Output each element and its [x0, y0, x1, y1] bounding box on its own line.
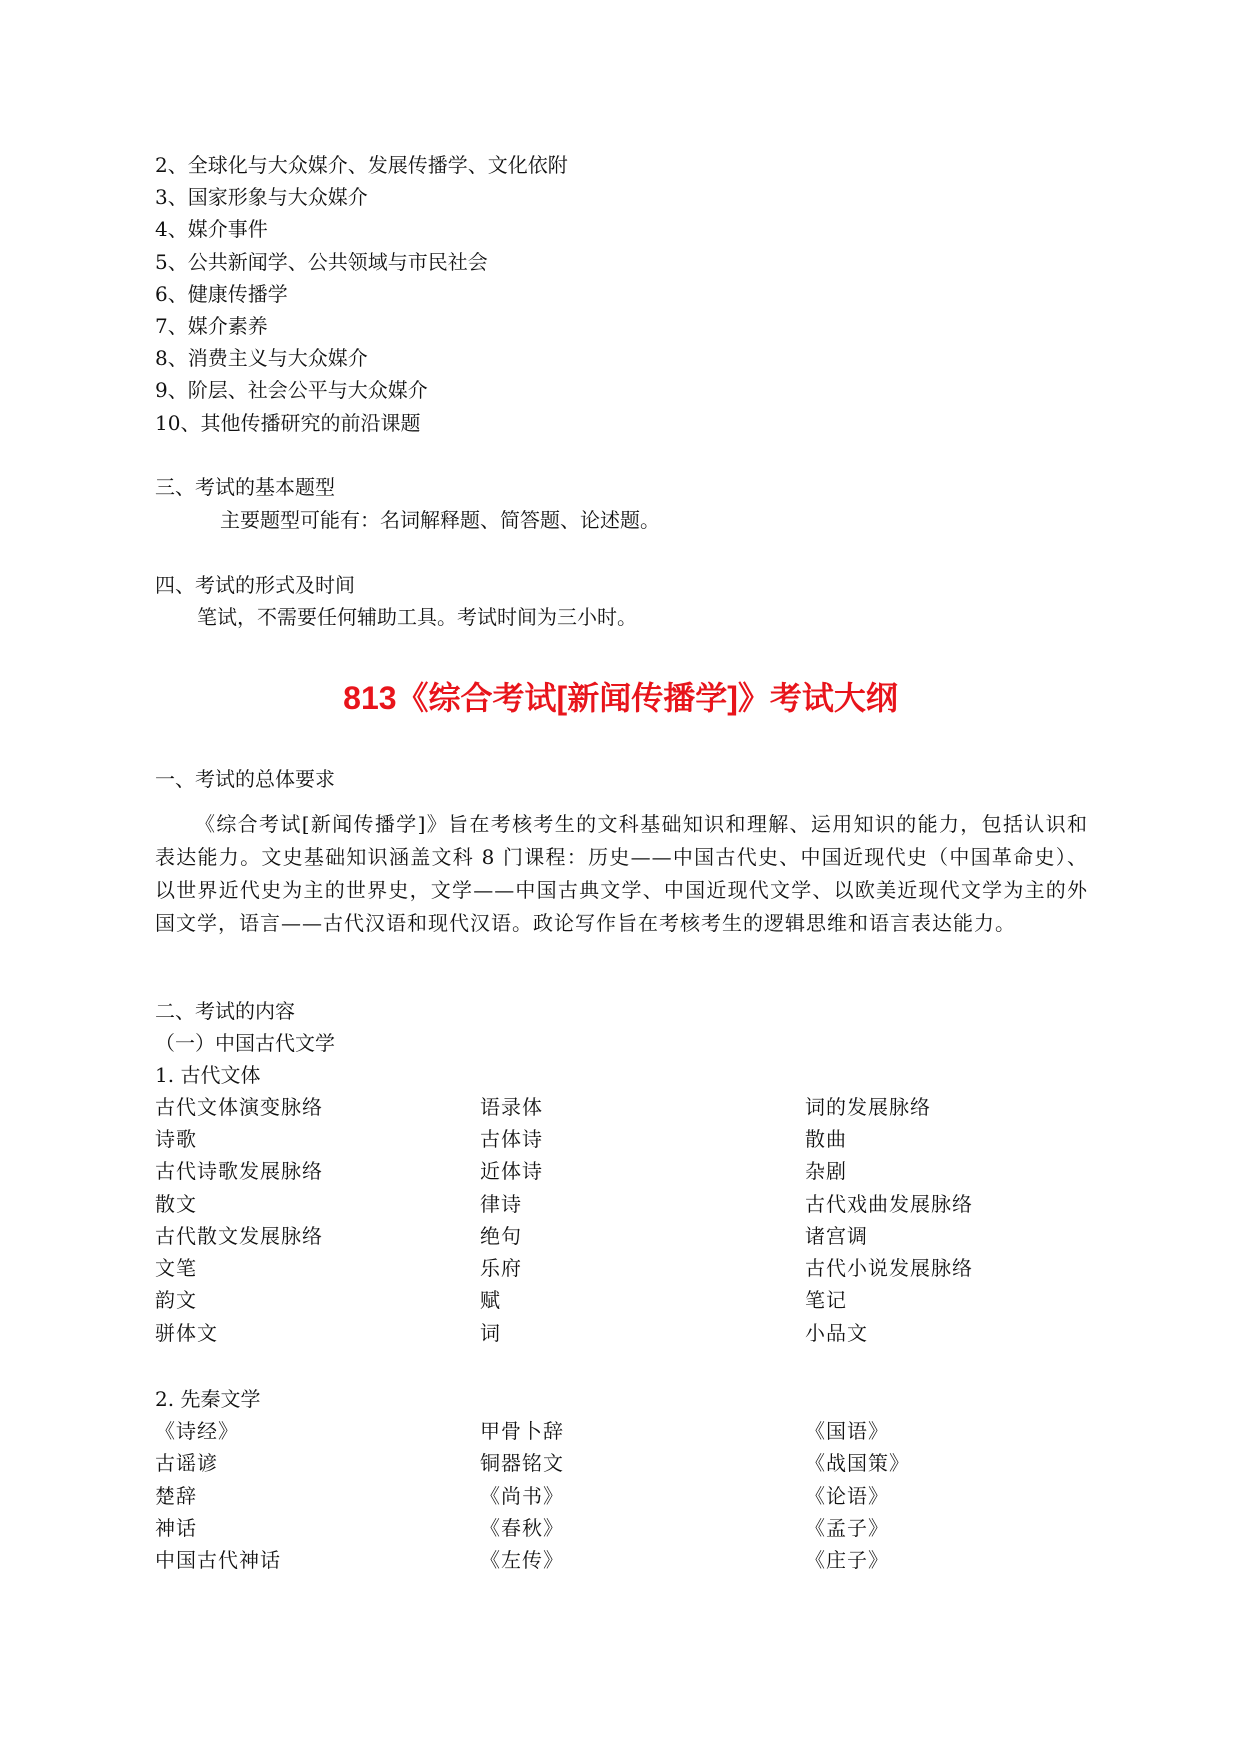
section-heading: 四、考试的形式及时间 — [155, 573, 355, 597]
grid-cell: 楚辞 — [155, 1484, 197, 1508]
grid-cell: 律诗 — [480, 1192, 522, 1216]
grid-cell: 骈体文 — [155, 1321, 218, 1345]
grid-cell: 古代戏曲发展脉络 — [805, 1192, 973, 1216]
grid-row — [155, 1158, 1095, 1191]
grid-cell: 笔记 — [805, 1288, 847, 1312]
topic-item: 7、媒介素养 — [155, 314, 268, 338]
section-body: 主要题型可能有：名词解释题、简答题、论述题。 — [220, 508, 660, 532]
grid-cell: 杂剧 — [805, 1159, 847, 1183]
topic-item: 4、媒介事件 — [155, 217, 268, 241]
grid-cell: 甲骨卜辞 — [480, 1419, 564, 1443]
grid-cell: 古代小说发展脉络 — [805, 1256, 973, 1280]
grid-cell: 语录体 — [480, 1095, 543, 1119]
grid-cell: 散文 — [155, 1192, 197, 1216]
grid-cell: 文笔 — [155, 1256, 197, 1280]
grid-cell: 古体诗 — [480, 1127, 543, 1151]
topic-item: 8、消费主义与大众媒介 — [155, 346, 368, 370]
topic-item: 2、全球化与大众媒介、发展传播学、文化依附 — [155, 153, 568, 177]
topic-item: 3、国家形象与大众媒介 — [155, 185, 368, 209]
grid-cell: 铜器铭文 — [480, 1451, 564, 1475]
grid-cell: 乐府 — [480, 1256, 522, 1280]
grid-cell: 古代诗歌发展脉络 — [155, 1159, 323, 1183]
requirements-paragraph — [155, 808, 1088, 940]
grid-row — [155, 1483, 1095, 1516]
grid-cell: 《论语》 — [805, 1484, 889, 1508]
grid-cell: 赋 — [480, 1288, 501, 1312]
section-heading: 一、考试的总体要求 — [155, 767, 335, 791]
grid-cell: 《尚书》 — [480, 1484, 564, 1508]
grid-row — [155, 1320, 1095, 1353]
grid-cell: 《庄子》 — [805, 1548, 889, 1572]
grid-cell: 词的发展脉络 — [805, 1095, 931, 1119]
grid-row — [155, 1094, 1095, 1127]
grid-row — [155, 1515, 1095, 1548]
grid-cell: 绝句 — [480, 1224, 522, 1248]
page-title: 813《综合考试[新闻传播学]》考试大纲 — [343, 680, 898, 716]
grid-row — [155, 1223, 1095, 1256]
grid-row — [155, 1547, 1095, 1580]
grid-cell: 《国语》 — [805, 1419, 889, 1443]
section-heading: 二、考试的内容 — [155, 999, 295, 1023]
grid-cell: 近体诗 — [480, 1159, 543, 1183]
grid-cell: 古代文体演变脉络 — [155, 1095, 323, 1119]
grid-row — [155, 1418, 1095, 1451]
grid-cell: 诸宫调 — [805, 1224, 868, 1248]
grid-cell: 《左传》 — [480, 1548, 564, 1572]
grid-cell: 小品文 — [805, 1321, 868, 1345]
grid-cell: 古代散文发展脉络 — [155, 1224, 323, 1248]
grid-cell: 诗歌 — [155, 1127, 197, 1151]
group-label: 1. 古代文体 — [155, 1063, 261, 1087]
group-label: 2. 先秦文学 — [155, 1387, 261, 1411]
grid-cell: 《春秋》 — [480, 1516, 564, 1540]
grid-cell: 古谣谚 — [155, 1451, 218, 1475]
grid-row — [155, 1191, 1095, 1224]
topic-item: 5、公共新闻学、公共领域与市民社会 — [155, 250, 488, 274]
grid-cell: 《战国策》 — [805, 1451, 910, 1475]
grid-cell: 中国古代神话 — [155, 1548, 281, 1572]
section-heading: 三、考试的基本题型 — [155, 475, 335, 499]
topic-item: 10、其他传播研究的前沿课题 — [155, 411, 421, 435]
grid-row — [155, 1287, 1095, 1320]
grid-row — [155, 1255, 1095, 1288]
topic-item: 9、阶层、社会公平与大众媒介 — [155, 378, 428, 402]
paragraph-text: 《综合考试[新闻传播学]》旨在考核考生的文科基础知识和理解、运用知识的能力，包括认识和表达能力。文史基础知识涵盖文科 8 门课程：历史——中国古代史、中国近现代史（中国革命史）、以世界近代史为主的世界史，文学——中国古典文学、中国近现代文学、以欧美近现代文学为主的外国文学，语言——古代汉语和现代汉语。政论写作旨在考核考生的逻辑思维和语言表达能力。 — [155, 812, 1088, 935]
subsection-heading: （一）中国古代文学 — [155, 1031, 335, 1055]
grid-row — [155, 1126, 1095, 1159]
grid-cell: 词 — [480, 1321, 501, 1345]
grid-cell: 《诗经》 — [155, 1419, 239, 1443]
topic-item: 6、健康传播学 — [155, 282, 288, 306]
section-body: 笔试，不需要任何辅助工具。考试时间为三小时。 — [197, 605, 637, 629]
grid-row — [155, 1450, 1095, 1483]
grid-cell: 《孟子》 — [805, 1516, 889, 1540]
grid-cell: 韵文 — [155, 1288, 197, 1312]
grid-cell: 神话 — [155, 1516, 197, 1540]
grid-cell: 散曲 — [805, 1127, 847, 1151]
